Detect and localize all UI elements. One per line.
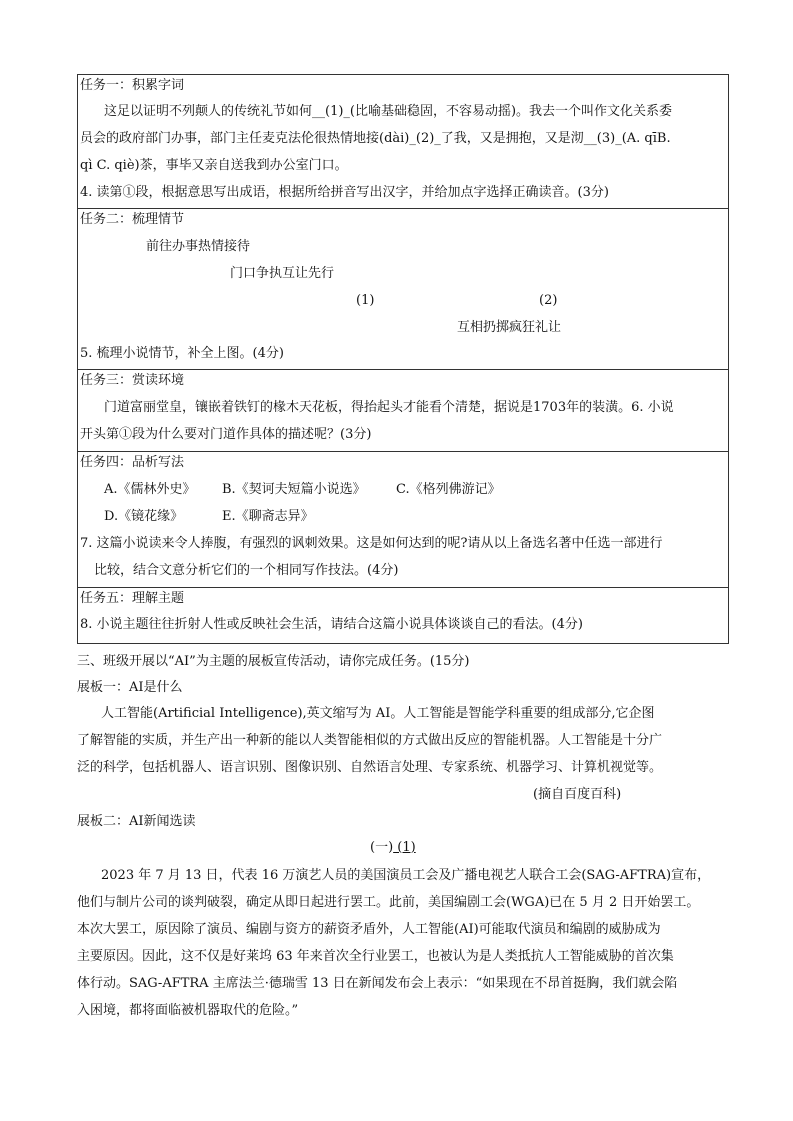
news-line-1: 2023 年 7 月 13 日，代表 16 万演艺人员的美国演员工会及广播电视艺人联合工会(SAG-AFTRA)宣布， (101, 868, 711, 883)
task3-line-1: 门道富丽堂皇，镶嵌着铁钉的椽木天花板，得抬起头才能看个清楚，据说是1703年的装潢。6. 小说 (104, 400, 674, 415)
flow-step-1: 前往办事热情接待 (146, 239, 251, 254)
task3-title: 任务三：赏读环境 (80, 373, 185, 388)
task3-line-2: 开头第①段为什么要对门道作具体的描述呢？(3分) (80, 427, 372, 442)
option-d: D.《镜花缘》 (104, 509, 184, 524)
news-line-6: 入困境，都将面临被机器取代的危险。” (77, 1003, 299, 1018)
task2-title: 任务二：梳理情节 (80, 212, 185, 227)
task4-title: 任务四：品析写法 (80, 455, 185, 470)
board1-line-3: 泛的科学，包括机器人、语言识别、图像识别、自然语言处理、专家系统、机器学习、计算机视觉等。 (77, 760, 663, 775)
news-heading (370, 838, 416, 858)
news-line-4: 主要原因。因此，这不仅是好莱坞 63 年来首次全行业罢工，也被认为是人类抵抗人工智能威胁的首次集 (77, 949, 674, 964)
part3-heading: 三、班级开展以“AI”为主题的展板宣传活动，请你完成任务。(15分) (77, 654, 470, 669)
task2-question: 5. 梳理小说情节，补全上图。(4分) (80, 346, 284, 361)
flow-step-2: 门口争执互让先行 (230, 266, 335, 281)
option-c: C.《格列佛游记》 (396, 482, 501, 497)
board2-title: 展板二：AI新闻选读 (77, 814, 196, 829)
task1-section (78, 75, 728, 209)
news-heading-prefix: (一) (370, 840, 394, 855)
flow-blank-1: (1) (356, 293, 375, 308)
option-e: E.《聊斋志异》 (222, 509, 314, 524)
board1-title: 展板一：AI是什么 (77, 680, 183, 695)
news-line-3: 本次大罢工，原因除了演员、编剧与资方的薪资矛盾外，人工智能(AI)可能取代演员和编剧的威胁成为 (77, 922, 661, 937)
news-heading-blank: (1) (393, 840, 416, 855)
board1-line-1: 人工智能(Artificial Intelligence),英文缩写为 AI。人工智能是智能学科重要的组成部分,它企图 (101, 706, 655, 721)
task1-question: 4. 读第①段，根据意思写出成语，根据所给拼音写出汉字，并给加点字选择正确读音。(3分) (80, 185, 609, 200)
task3-section (78, 370, 728, 452)
task1-line-3: qì C. qiè)茶，事毕又亲自送我到办公室门口。 (80, 158, 348, 173)
flow-blank-2: (2) (539, 293, 558, 308)
task4-question-2: 比较，结合文意分析它们的一个相同写作技法。(4分) (94, 563, 399, 578)
task1-title: 任务一：积累字词 (80, 78, 185, 93)
task4-section (78, 452, 728, 588)
task2-section (78, 209, 728, 370)
task-table (77, 74, 729, 644)
task5-title: 任务五：理解主题 (80, 591, 185, 606)
board1-line-2: 了解智能的实质，并生产出一种新的能以人类智能相似的方式做出反应的智能机器。人工智能是十分广 (77, 733, 663, 748)
task5-section (78, 588, 728, 643)
option-b: B.《契诃夫短篇小说选》 (222, 482, 366, 497)
flow-step-5: 互相扔掷疯狂礼让 (457, 320, 562, 335)
news-line-5: 体行动。SAG-AFTRA 主席法兰·德瑞雪 13 日在新闻发布会上表示：“如果现在不昂首挺胸，我们就会陷 (77, 976, 678, 991)
task4-question-1: 7. 这篇小说读来令人捧腹，有强烈的讽刺效果。这是如何达到的呢?请从以上备选名著中任选一部进行 (80, 536, 663, 551)
task1-line-2: 员会的政府部门办事，部门主任麦克法伦很热情地接(dài)_(2)_了我，又是拥抱，又是沏__(3)_(A. qīB. (80, 131, 671, 146)
news-line-2: 他们与制片公司的谈判破裂，确定从即日起进行罢工。此前，美国编剧工会(WGA)已在 5 月 2 日开始罢工。 (77, 895, 700, 910)
task1-line-1: 这足以证明不列颠人的传统礼节如何__(1)_(比喻基础稳固，不容易动摇)。我去一个叫作文化关系委 (104, 104, 673, 119)
option-a: A.《儒林外史》 (104, 482, 196, 497)
board1-source: (摘自百度百科) (533, 787, 622, 802)
task5-question: 8. 小说主题往往折射人性或反映社会生活，请结合这篇小说具体谈谈自己的看法。(4分) (80, 617, 583, 632)
